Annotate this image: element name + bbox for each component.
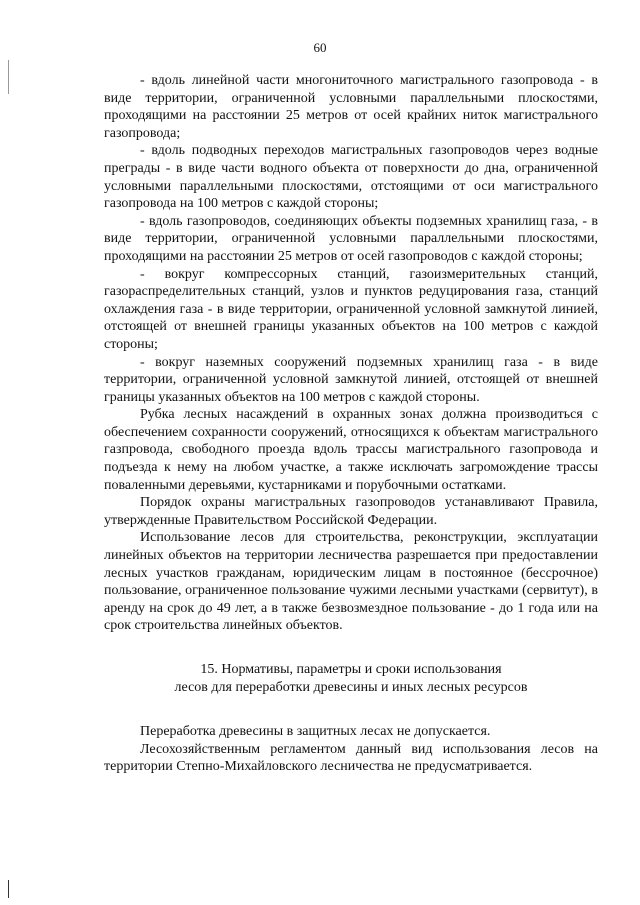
section-heading-line: лесов для переработки древесины и иных лесных ресурсов — [174, 680, 528, 695]
paragraph: - вдоль линейной части многониточного магистрального газопровода - в виде территории, ограниченной условными параллельными плоскостями, проходящими на расстоянии 25 метров от осей крайних ниток магистрального газопровода; — [104, 73, 598, 141]
document-body — [104, 72, 598, 776]
paragraph: - вдоль подводных переходов магистральных газопроводов через водные преграды - в виде части водного объекта от поверхности до дна, ограниченной условными параллельными плоскостями, отстоящими от оси магистрального газопровода на 100 метров с каждой стороны; — [104, 143, 598, 212]
paragraph: - вдоль газопроводов, соединяющих объекты подземных хранилищ газа, - в виде территории, ограниченной условными параллельными плоскостями, проходящими на расстоянии 25 метров от осей газопроводов с каждой стороны; — [104, 213, 598, 264]
margin-scan-mark — [8, 60, 9, 94]
paragraph: Лесохозяйственным регламентом данный вид использования лесов на территории Степно-Михайловского лесничества не предусматривается. — [104, 741, 598, 775]
paragraph: Переработка древесины в защитных лесах не допускается. — [140, 724, 491, 739]
paragraph: Рубка лесных насаждений в охранных зонах должна производиться с обеспечением сохранности сооружений, относящихся к объектам магистрального газпровода, свободного проезда вдоль трассы магистрального газопровода и подъезда к нему на любом участке, а также исключать загромождение трассы поваленными деревьями, кустарниками и порубочными остатками. — [104, 407, 598, 493]
margin-scan-mark — [8, 880, 9, 898]
section-heading — [104, 661, 598, 697]
paragraph: - вокруг наземных сооружений подземных хранилищ газа - в виде территории, ограниченной условной замкнутой линией, отстоящей от внешней границы указанных объектов на 100 метров с каждой стороны. — [104, 354, 598, 405]
page-number: 60 — [313, 40, 327, 55]
paragraph: Использование лесов для строительства, реконструкции, эксплуатации линейных объектов на территории лесничества разрешается при предоставлении лесных участков гражданам, юридическим лицам в постоянное (бессрочное) пользование, ограниченное пользование чужими лесными участками (сервитут), в аренду на срок до 49 лет, а в также безвозмездное пользование - до 1 года или на срок строительства линейных объектов. — [104, 530, 598, 634]
paragraph: Порядок охраны магистральных газопроводов устанавливают Правила, утвержденные Правительством Российской Федерации. — [104, 495, 598, 528]
section-heading-line: 15. Нормативы, параметры и сроки использования — [200, 662, 502, 677]
paragraph: - вокруг компрессорных станций, газоизмерительных станций, газораспределительных станций, узлов и пунктов редуцирования газа, станций охлаждения газа - в виде территории, ограниченной условной замкнутой линией, отстоящей от внешней границы указанных объектов на 100 метров с каждой стороны; — [104, 266, 598, 352]
